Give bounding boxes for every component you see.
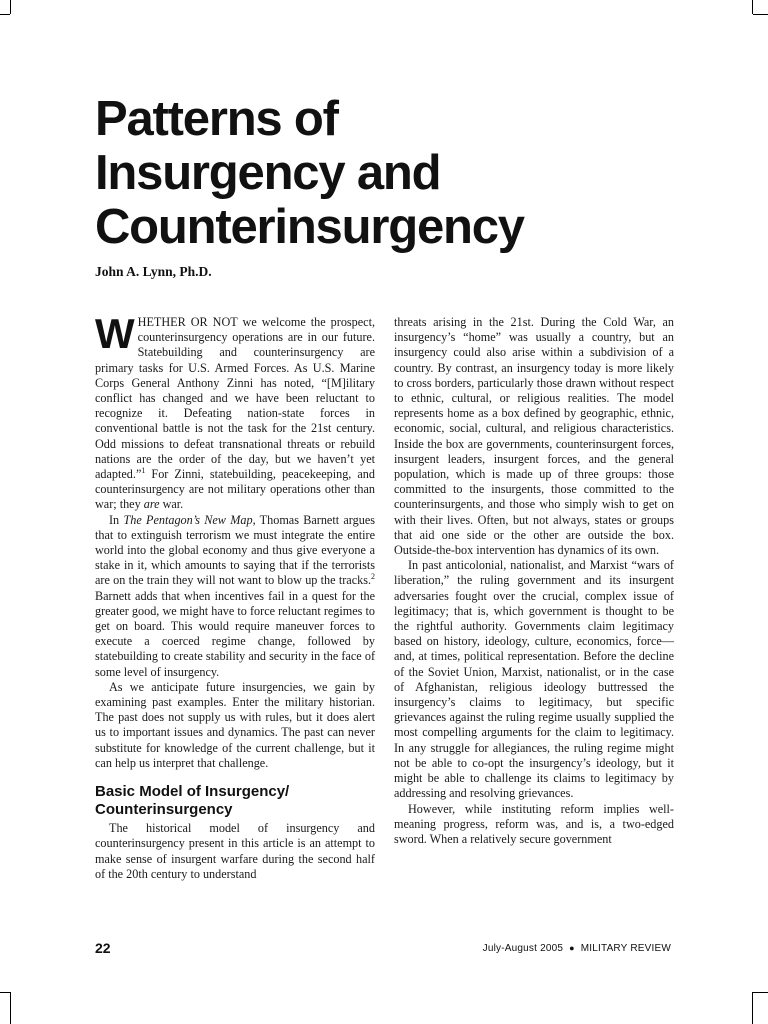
page-number: 22: [95, 940, 111, 956]
publication-name: MILITARY REVIEW: [580, 943, 671, 954]
paragraph: However, while instituting reform implies well-meaning progress, reform was, and is, a two-edged sword. When a relatively secure government: [394, 801, 674, 846]
paragraph-text: , Thomas Barnett argues that to extinguish terrorism we must integrate the entire world into the global economy and thus give everyone a stake in it, which amounts to saying that if the terrorists are on the train they will not want to blow up the tracks.: [95, 512, 375, 588]
running-footer: [483, 943, 671, 954]
paragraph-text: For Zinni, statebuilding, peacekeeping, and counterinsurgency are not military operations other than war; they: [95, 467, 375, 512]
paragraph: threats arising in the 21st. During the Cold War, an insurgency’s “home” was usually a country, but an insurgency could also arise within a subdivision of a country. By contrast, an insurgency today is more likely to cross borders, particularly those drawn without respect to ethnic, cultural, or religious realities. The model represents home as a box defined by geographic, ethnic, economic, social, cultural, and religious characteristics. Inside the box are governments, counterinsurgent forces, insurgent leaders, insurgent forces, and the general population, which is made up of three groups: those committed to the insurgents, those committed to the counterinsurgents, and those who simply wish to get on with their lives. Often, but not always, states or groups that aid one side or the other are outside the box. Outside-the-box intervention has dynamics of its own.: [394, 315, 674, 558]
issue-date: July-August 2005: [482, 943, 564, 954]
crop-mark-top-left-h: [0, 14, 10, 15]
paragraph: As we anticipate future insurgencies, we gain by examining past examples. Enter the military historian. The past does not supply us with rules, but it does alert us to important issues and dynamics. The past can never substitute for knowledge of the current challenge, but it can help us interpret that challenge.: [95, 679, 375, 770]
author-byline: John A. Lynn, Ph.D.: [95, 264, 212, 279]
crop-mark-bottom-left-h: [0, 992, 10, 993]
section-heading: Basic Model of Insurgency/ Counterinsurgency: [95, 783, 290, 819]
emphasis-text: are: [143, 497, 160, 512]
crop-mark-top-left-v: [10, 0, 11, 14]
crop-mark-bottom-right-h: [753, 992, 768, 993]
title-line: Counterinsurgency: [95, 200, 524, 254]
paragraph-text: In: [109, 512, 124, 527]
title-line: Insurgency and: [95, 146, 441, 200]
book-title: The Pentagon’s New Map: [123, 512, 253, 527]
paragraph-text: war.: [159, 497, 184, 512]
bullet-icon: ●: [569, 943, 575, 953]
paragraph: [95, 310, 375, 513]
article-title: [95, 92, 655, 254]
crop-mark-top-right-v: [752, 0, 753, 14]
paragraph: In past anticolonial, nationalist, and Marxist “wars of liberation,” the ruling government and its insurgent adversaries fought over the crucial, complex issue of legitimacy; that is, which government is thought to be the rightful authority. Governments claim legitimacy based on history, ideology, culture, economics, force—and, at times, political representation. Before the decline of the Soviet Union, Marxist, nationalist, or in the case of Afghanistan, religious ideology buttressed the insurgency’s claims to legitimacy, but specific grievances against the ruling regime usually supplied the most compelling arguments for the claim to legitimacy. In any struggle for allegiances, the ruling regime might not be able to co-opt the insurgency’s ideology, but it might be able to challenge its claims to legitimacy by addressing and resolving grievances.: [394, 558, 674, 801]
paragraph-text: Barnett adds that when incentives fail in a quest for the greater good, we might have to force reluctant regimes to get on board. This would require maneuver forces to execute a coerced regime change, followed by statebuilding to create stability and security in the face of some level of insurgency.: [95, 588, 375, 679]
column-left: [95, 310, 375, 882]
column-right: [394, 315, 674, 847]
crop-mark-top-right-h: [753, 14, 768, 15]
crop-mark-bottom-left-v: [10, 992, 11, 1024]
footnote-marker: 1: [141, 465, 146, 475]
drop-cap: W: [95, 310, 135, 357]
paragraph: The historical model of insurgency and counterinsurgency present in this article is an attempt to make sense of insurgent warfare during the second half of the 20th century to understand: [95, 821, 375, 881]
footnote-marker: 2: [371, 572, 375, 582]
paragraph: [95, 513, 375, 680]
title-line: Patterns of: [95, 92, 338, 146]
crop-mark-bottom-right-v: [752, 992, 753, 1024]
paragraph-text: HETHER OR NOT we welcome the prospect, counterinsurgency operations are in our future. Statebuilding and counterinsurgency are primary tasks for U.S. Armed Forces. As U.S. Marine Corps General Anthony Zinni has noted, “[M]ilitary conflict has changed and we have been reluctant to recognize it. Defeating nation-state forces in conventional battle is not the task for the 21st century. Odd missions to defeat transnational threats or rebuild nations are the order of the day, but we haven’t yet adapted.”: [95, 315, 375, 482]
